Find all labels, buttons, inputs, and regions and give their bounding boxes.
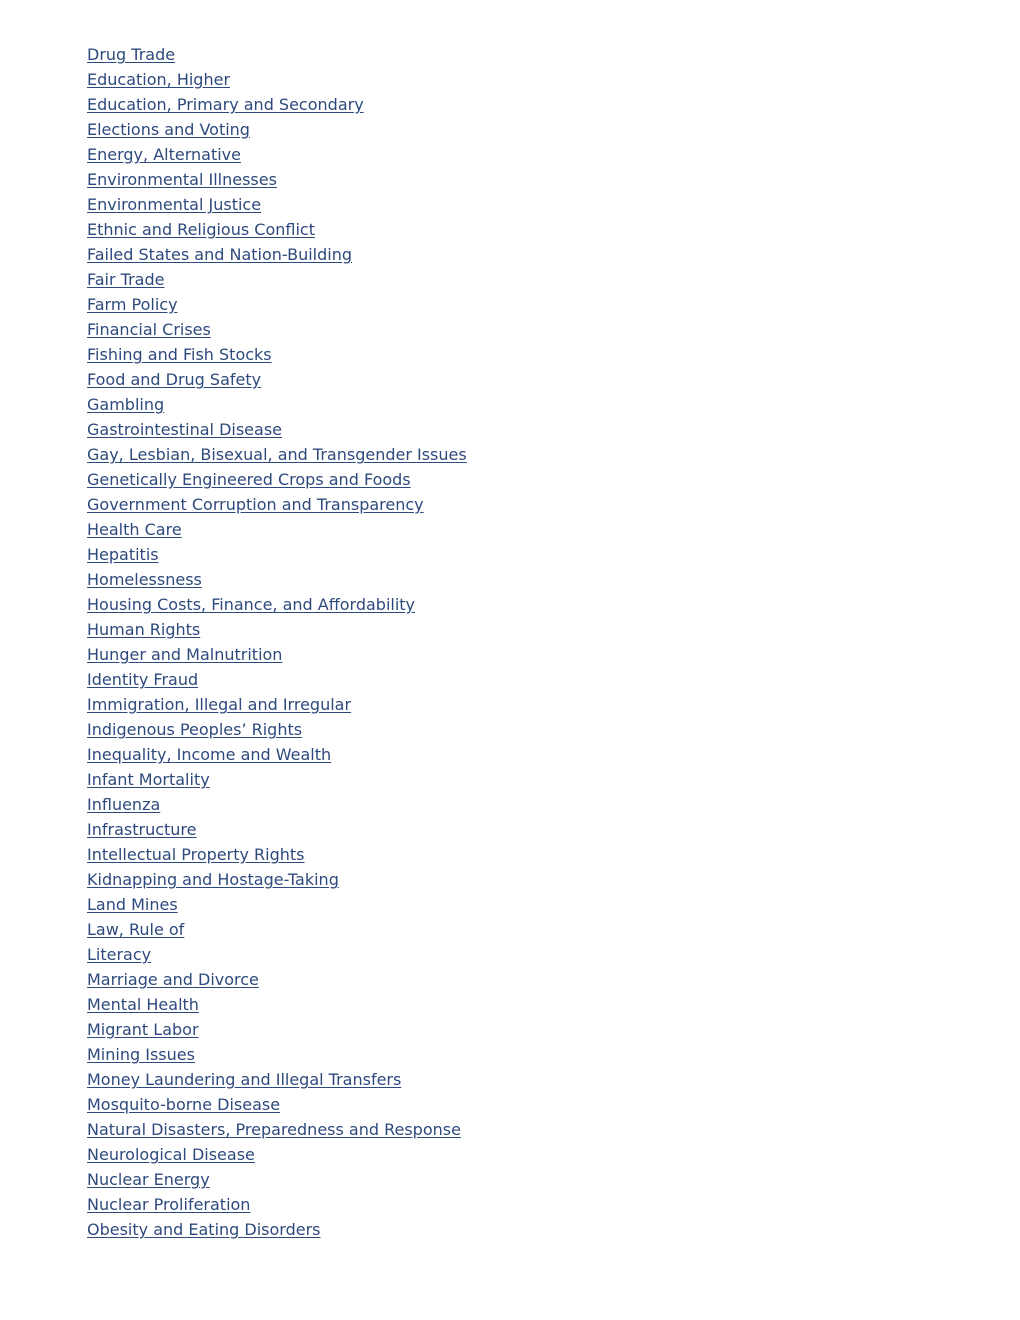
list-item xyxy=(87,342,467,367)
topic-link[interactable]: Natural Disasters, Preparedness and Response xyxy=(87,1120,461,1139)
topic-link[interactable]: Gay, Lesbian, Bisexual, and Transgender Issues xyxy=(87,445,467,464)
list-item xyxy=(87,417,467,442)
list-item xyxy=(87,192,467,217)
list-item xyxy=(87,142,467,167)
topic-link[interactable]: Fair Trade xyxy=(87,270,165,289)
topic-link[interactable]: Literacy xyxy=(87,945,152,964)
list-item xyxy=(87,367,467,392)
topic-link[interactable]: Drug Trade xyxy=(87,45,176,64)
topic-link[interactable]: Housing Costs, Finance, and Affordability xyxy=(87,595,416,614)
topic-link[interactable]: Human Rights xyxy=(87,620,201,639)
topic-link[interactable]: Intellectual Property Rights xyxy=(87,845,305,864)
topic-link[interactable]: Law, Rule of xyxy=(87,920,185,939)
document-page xyxy=(87,42,467,1242)
list-item xyxy=(87,492,467,517)
topic-link[interactable]: Government Corruption and Transparency xyxy=(87,495,424,514)
topic-link[interactable]: Financial Crises xyxy=(87,320,211,339)
list-item xyxy=(87,67,467,92)
topic-link-list xyxy=(87,42,467,1242)
list-item xyxy=(87,667,467,692)
list-item xyxy=(87,242,467,267)
list-item xyxy=(87,1167,467,1192)
topic-link[interactable]: Health Care xyxy=(87,520,182,539)
topic-link[interactable]: Mental Health xyxy=(87,995,199,1014)
topic-link[interactable]: Inequality, Income and Wealth xyxy=(87,745,332,764)
topic-link[interactable]: Hepatitis xyxy=(87,545,159,564)
list-item xyxy=(87,292,467,317)
list-item xyxy=(87,617,467,642)
topic-link[interactable]: Energy, Alternative xyxy=(87,145,241,164)
topic-link[interactable]: Infant Mortality xyxy=(87,770,210,789)
list-item xyxy=(87,792,467,817)
topic-link[interactable]: Money Laundering and Illegal Transfers xyxy=(87,1070,402,1089)
topic-link[interactable]: Homelessness xyxy=(87,570,202,589)
topic-link[interactable]: Indigenous Peoples’ Rights xyxy=(87,720,303,739)
topic-link[interactable]: Farm Policy xyxy=(87,295,178,314)
topic-link[interactable]: Mosquito-borne Disease xyxy=(87,1095,281,1114)
topic-link[interactable]: Influenza xyxy=(87,795,161,814)
topic-link[interactable]: Ethnic and Religious Conflict xyxy=(87,220,315,239)
list-item xyxy=(87,742,467,767)
list-item xyxy=(87,317,467,342)
topic-link[interactable]: Education, Higher xyxy=(87,70,231,89)
topic-link[interactable]: Genetically Engineered Crops and Foods xyxy=(87,470,411,489)
list-item xyxy=(87,217,467,242)
topic-link[interactable]: Marriage and Divorce xyxy=(87,970,259,989)
list-item xyxy=(87,642,467,667)
list-item xyxy=(87,1042,467,1067)
topic-link[interactable]: Nuclear Proliferation xyxy=(87,1195,251,1214)
list-item xyxy=(87,692,467,717)
list-item xyxy=(87,267,467,292)
list-item xyxy=(87,517,467,542)
topic-link[interactable]: Identity Fraud xyxy=(87,670,199,689)
list-item xyxy=(87,917,467,942)
topic-link[interactable]: Gambling xyxy=(87,395,165,414)
topic-link[interactable]: Education, Primary and Secondary xyxy=(87,95,364,114)
list-item xyxy=(87,892,467,917)
topic-link[interactable]: Infrastructure xyxy=(87,820,197,839)
list-item xyxy=(87,442,467,467)
list-item xyxy=(87,842,467,867)
list-item xyxy=(87,42,467,67)
topic-link[interactable]: Fishing and Fish Stocks xyxy=(87,345,272,364)
list-item xyxy=(87,867,467,892)
topic-link[interactable]: Food and Drug Safety xyxy=(87,370,262,389)
topic-link[interactable]: Hunger and Malnutrition xyxy=(87,645,283,664)
list-item xyxy=(87,92,467,117)
topic-link[interactable]: Gastrointestinal Disease xyxy=(87,420,282,439)
topic-link[interactable]: Migrant Labor xyxy=(87,1020,199,1039)
list-item xyxy=(87,1067,467,1092)
list-item xyxy=(87,592,467,617)
list-item xyxy=(87,967,467,992)
topic-link[interactable]: Neurological Disease xyxy=(87,1145,255,1164)
list-item xyxy=(87,767,467,792)
list-item xyxy=(87,542,467,567)
topic-link[interactable]: Nuclear Energy xyxy=(87,1170,210,1189)
list-item xyxy=(87,992,467,1017)
topic-link[interactable]: Elections and Voting xyxy=(87,120,250,139)
topic-link[interactable]: Kidnapping and Hostage-Taking xyxy=(87,870,339,889)
list-item xyxy=(87,1117,467,1142)
list-item xyxy=(87,1192,467,1217)
list-item xyxy=(87,392,467,417)
list-item xyxy=(87,1017,467,1042)
list-item xyxy=(87,942,467,967)
topic-link[interactable]: Immigration, Illegal and Irregular xyxy=(87,695,352,714)
topic-link[interactable]: Environmental Illnesses xyxy=(87,170,277,189)
topic-link[interactable]: Obesity and Eating Disorders xyxy=(87,1220,321,1239)
topic-link[interactable]: Mining Issues xyxy=(87,1045,195,1064)
list-item xyxy=(87,1217,467,1242)
list-item xyxy=(87,1092,467,1117)
topic-link[interactable]: Environmental Justice xyxy=(87,195,262,214)
list-item xyxy=(87,1142,467,1167)
topic-link[interactable]: Failed States and Nation-Building xyxy=(87,245,353,264)
list-item xyxy=(87,567,467,592)
list-item xyxy=(87,817,467,842)
list-item xyxy=(87,117,467,142)
list-item xyxy=(87,717,467,742)
list-item xyxy=(87,467,467,492)
topic-link[interactable]: Land Mines xyxy=(87,895,178,914)
list-item xyxy=(87,167,467,192)
